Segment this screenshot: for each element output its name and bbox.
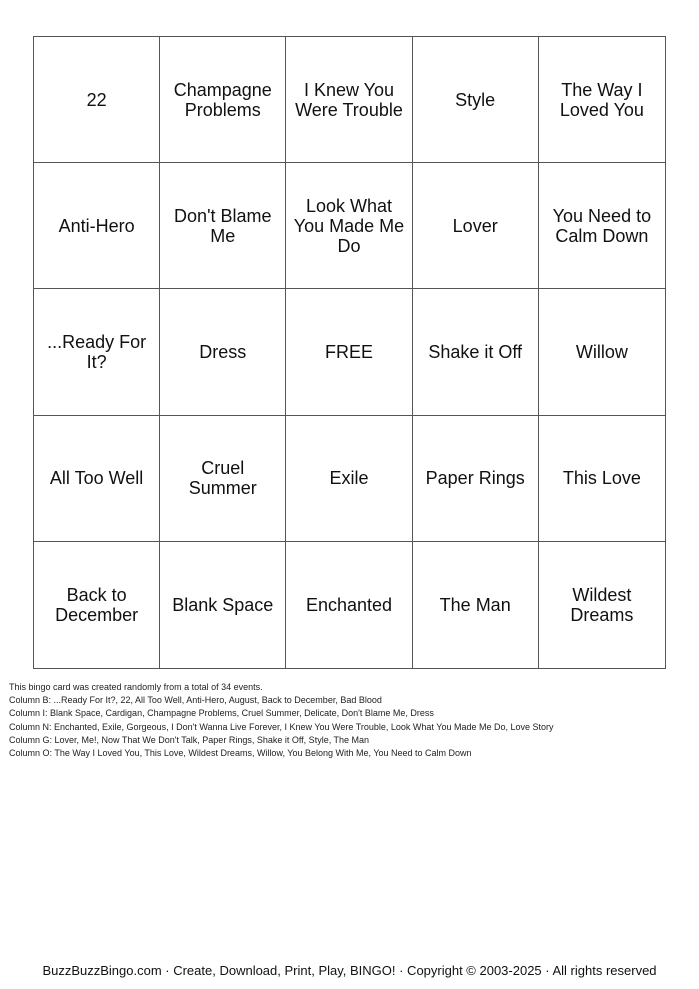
bingo-cell: This Love — [539, 416, 665, 542]
free-space-cell: FREE — [286, 289, 412, 415]
bingo-cell: You Need to Calm Down — [539, 163, 665, 289]
bingo-cell: Back to December — [34, 542, 160, 668]
bingo-cell: Shake it Off — [413, 289, 539, 415]
bingo-cell: Wildest Dreams — [570, 584, 634, 625]
bingo-cell: Cruel Summer — [160, 416, 286, 542]
bingo-cell: Blank Space — [160, 542, 286, 668]
column-n-list: Column N: Enchanted, Exile, Gorgeous, I Don't Wanna Live Forever, I Knew You Were Trouble, Look What You Made Me Do, Love Story — [9, 721, 554, 732]
column-g-list: Column G: Lover, Me!, Now That We Don't Talk, Paper Rings, Shake it Off, Style, The Man — [9, 734, 370, 745]
notes-intro: This bingo card was created randomly from a total of 34 events. — [9, 682, 263, 692]
bingo-cell: Champagne Problems — [160, 37, 286, 163]
bingo-cell: Don't Blame Me — [160, 163, 286, 289]
bingo-cell: The Way I Loved You — [539, 37, 665, 163]
column-b-list: Column B: ...Ready For It?, 22, All Too Well, Anti-Hero, August, Back to December, Bad Blood — [9, 695, 382, 706]
bingo-cell: Exile — [286, 416, 412, 542]
bingo-grid — [33, 36, 666, 669]
bingo-cell: Look What You Made Me Do — [286, 163, 412, 289]
bingo-cell: Enchanted — [286, 542, 412, 668]
column-o-list: Column O: The Way I Loved You, This Love, Wildest Dreams, Willow, You Belong With Me, You Need to Calm Down — [9, 748, 472, 759]
bingo-cell: Willow — [539, 289, 665, 415]
bingo-cell: ...Ready For It? — [34, 289, 160, 415]
bingo-cell: The Man — [413, 542, 539, 668]
card-notes — [9, 681, 554, 760]
bingo-cell: I Knew You Were Trouble — [286, 37, 412, 163]
bingo-cell: Paper Rings — [413, 416, 539, 542]
bingo-cell: Style — [413, 37, 539, 163]
bingo-cell: Lover — [413, 163, 539, 289]
bingo-cell: Dress — [160, 289, 286, 415]
bingo-cell: Anti-Hero — [34, 163, 160, 289]
column-i-list: Column I: Blank Space, Cardigan, Champagne Problems, Cruel Summer, Delicate, Don't Blame Me, Dress — [9, 708, 434, 719]
bingo-cell: 22 — [34, 37, 160, 163]
bingo-cell: All Too Well — [34, 416, 160, 542]
footer-copyright: BuzzBuzzBingo.com · Create, Download, Print, Play, BINGO! · Copyright © 2003-2025 · All rights reserved — [42, 963, 657, 978]
